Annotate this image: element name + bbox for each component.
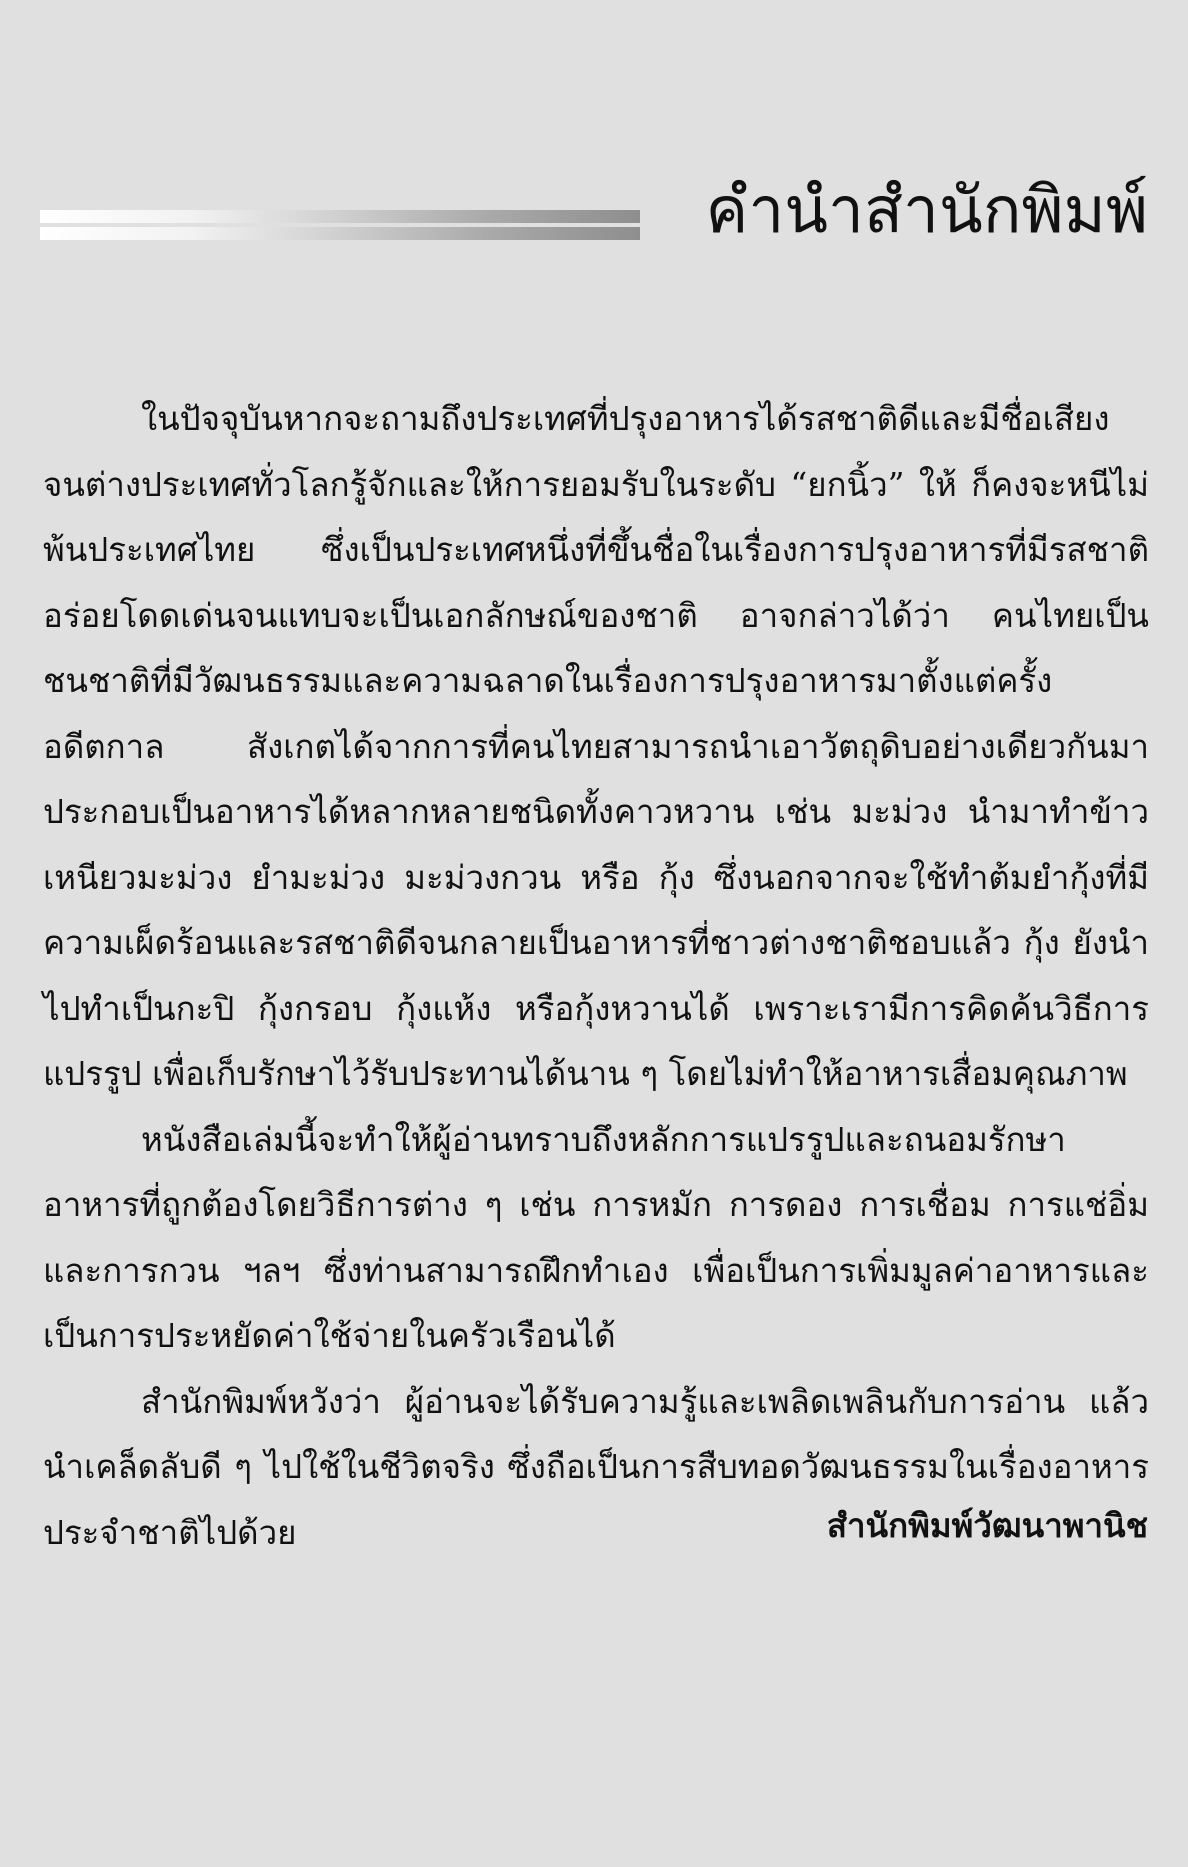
page-title: คำนำสำนักพิมพ์ <box>705 174 1148 248</box>
paragraph-1: ในปัจจุบันหากจะถามถึงประเทศที่ปรุงอาหารได้รสชาติดีและมีชื่อเสียง จนต่างประเทศทั่วโลกรู้จักและให้การยอมรับในระดับ “ยกนิ้ว” ให้ ก็คงจะหนีไม่พ้นประเทศไทย ซึ่งเป็นประเทศหนึ่งที่ขึ้นชื่อในเรื่องการปรุงอาหารที่มีรสชาติอร่อยโดดเด่นจนแทบจะเป็นเอกลักษณ์ของชาติ อาจกล่าวได้ว่า คนไทยเป็นชนชาติที่มีวัฒนธรรมและความฉลาดในเรื่องการปรุงอาหารมาตั้งแต่ครั้งอดีตกาล สังเกตได้จากการที่คนไทยสามารถนำเอาวัตถุดิบอย่างเดียวกันมาประกอบเป็นอาหารได้หลากหลายชนิดทั้งคาวหวาน เช่น มะม่วง นำมาทำข้าวเหนียวมะม่วง ยำมะม่วง มะม่วงกวน หรือ กุ้ง ซึ่งนอกจากจะใช้ทำต้มยำกุ้งที่มีความเผ็ดร้อนและรสชาติดีจนกลายเป็นอาหารที่ชาวต่างชาติชอบแล้ว กุ้ง ยังนำไปทำเป็นกะปิ กุ้งกรอบ กุ้งแห้ง หรือกุ้งหวานได้ เพราะเรามีการคิดค้นวิธีการแปรรูป เพื่อเก็บรักษาไว้รับประทานได้นาน ๆ โดยไม่ทำให้อาหารเสื่อมคุณภาพ <box>43 399 1149 1093</box>
page-header <box>0 168 1188 258</box>
paragraph-2: หนังสือเล่มนี้จะทำให้ผู้อ่านทราบถึงหลักการแปรรูปและถนอมรักษาอาหารที่ถูกต้องโดยวิธีการต่าง ๆ เช่น การหมัก การดอง การเชื่อม การแช่อิ่ม และการกวน ฯลฯ ซึ่งท่านสามารถฝึกทำเอง เพื่อเป็นการเพิ่มมูลค่าอาหารและเป็นการประหยัดค่าใช้จ่ายในครัวเรือนได้ <box>43 1119 1149 1355</box>
gradient-bar-top <box>40 210 640 223</box>
gradient-bar-bottom <box>40 227 640 240</box>
preface-body <box>43 386 1149 1565</box>
decorative-gradient-bars <box>40 210 640 242</box>
publisher-signature: สำนักพิมพ์วัฒนาพานิช <box>826 1506 1148 1545</box>
paragraph-3: สำนักพิมพ์หวังว่า ผู้อ่านจะได้รับความรู้และเพลิดเพลินกับการอ่าน แล้วนำเคล็ดลับดี ๆ ไปใช้ในชีวิตจริง ซึ่งถือเป็นการสืบทอดวัฒนธรรมในเรื่องอาหารประจำชาติไปด้วย <box>43 1381 1149 1552</box>
